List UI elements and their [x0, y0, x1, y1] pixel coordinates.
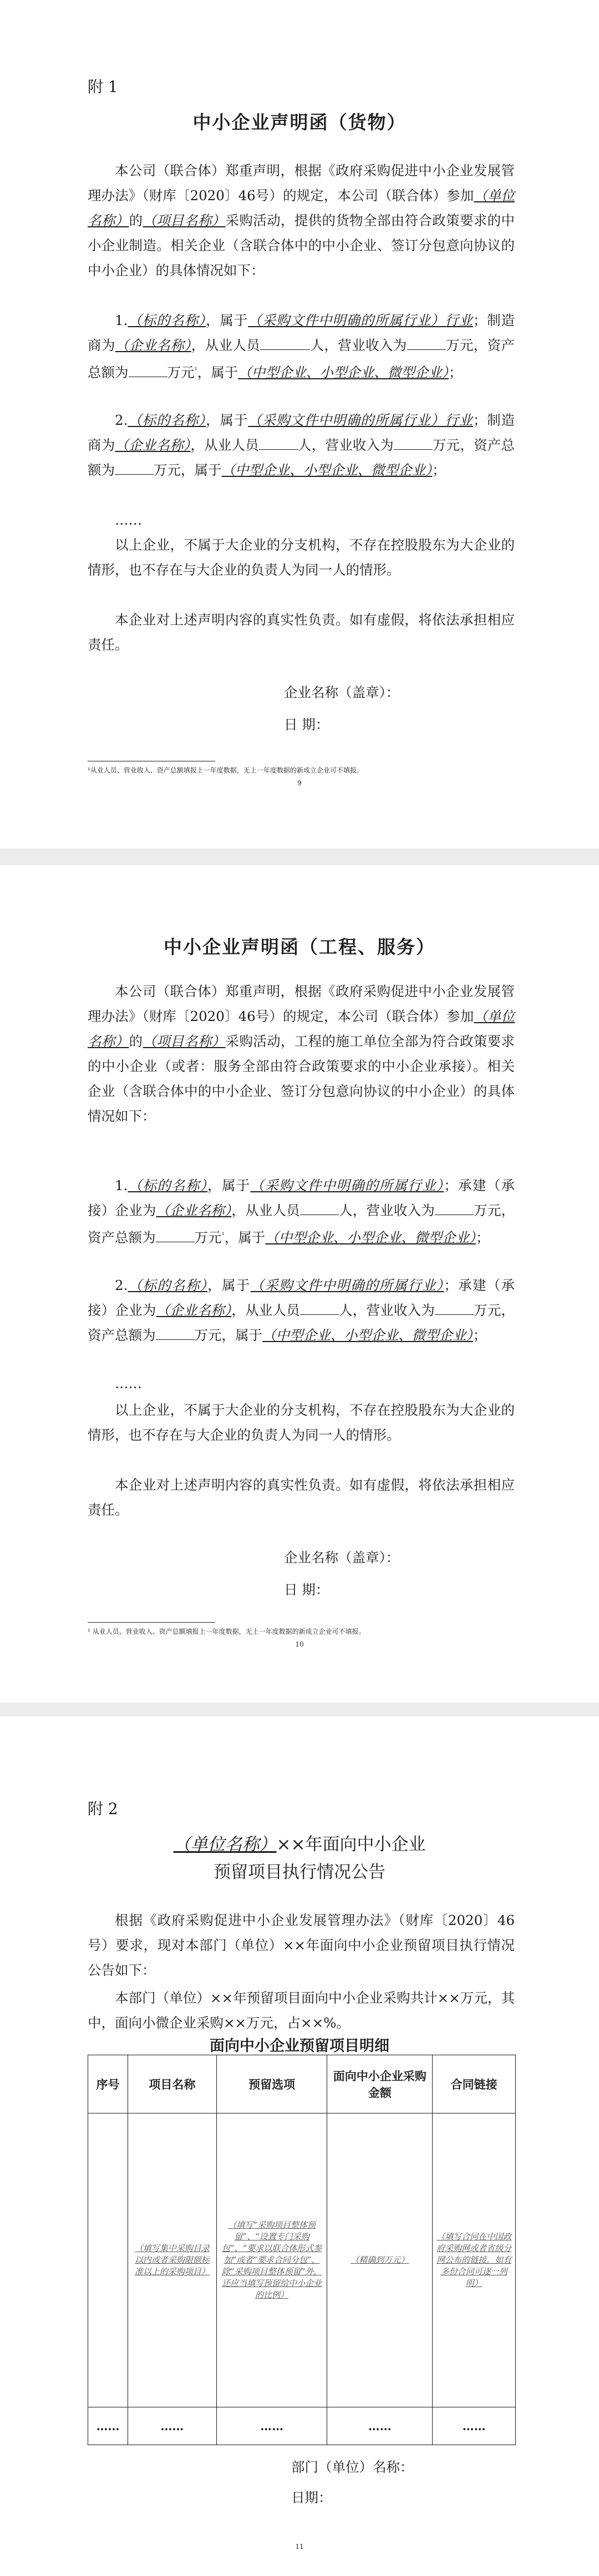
responsibility-paragraph: 本企业对上述声明内容的真实性负责。如有虚假，将依法承担相应责任。 [88, 1477, 515, 1518]
date-label: 日期： [291, 2489, 332, 2506]
table-row: （填写集中采购目录以内或者采购限额标准以上的采购项目） （填写“采购项目整体预留”、“设置专门采购包”、“要求以联合体形式参加”或者“要求合同分包”，除“采购项目整体预留”外，还应当填写预留给中小企业的比例） （精确到万元） （填写合同在中国政府采购网或者省级分网公布的链接，如有多份合同可逐一列明） [88, 2113, 516, 2407]
project-name-placeholder: （项目名称） [143, 212, 226, 228]
date-label: 日 期： [284, 1582, 329, 1598]
date-label: 日 期： [284, 717, 329, 733]
announcement-title: （单位名称）××年面向中小企业 [173, 1835, 426, 1854]
table-header-row [88, 2055, 516, 2113]
basis-paragraph: 根据《政府采购促进中小企业发展管理办法》（财库〔2020〕46号）要求，现对本部门（单位）××年面向中小企业预留项目执行情况公告如下： [88, 1912, 515, 1978]
enterprise-item-2: 2.（标的名称），属于（采购文件中明确的所属行业）行业；制造商为（企业名称），从业人员 人，营业收入为 万元，资产总额为 万元，属于（中型企业、小型企业、微型企业）； [88, 412, 515, 478]
enterprise-item-1: 1.（标的名称），属于（采购文件中明确的所属行业）；承建（承接）企业为（企业名称），从业人员 人，营业收入为 万元，资产总额为 万元$^{^1}$，属于（中型企业、小型企业、微型企业）； [88, 1177, 515, 1246]
declaration-paragraph: 本公司（联合体）郑重声明，根据《政府采购促进中小企业发展管理办法》（财库〔2020〕46号）的规定，本公司（联合体）参加（单位名称）的（项目名称）采购活动，提供的货物全部由符合政策要求的中小企业制造。相关企业（含联合体中的中小企业、签订分包意向协议的中小企业）的具体情况如下： [88, 162, 515, 278]
company-seal-label: 企业名称（盖章）： [284, 1549, 400, 1566]
enterprise-item-2: 2.（标的名称），属于（采购文件中明确的所属行业）；承建（承接）企业为（企业名称），从业人员 人，营业收入为 万元，资产总额为 万元，属于（中型企业、小型企业、微型企业）； [88, 1277, 515, 1343]
col-header-index: 序号 [88, 2055, 128, 2113]
page-title: 中小企业声明函（工程、服务） [164, 936, 435, 958]
unit-name-placeholder: （单位名称） [173, 1835, 277, 1854]
footnote: ¹从业人员、营业收入、资产总额填报上一年度数据，无上一年度数据的新成立企业可不填报。 [88, 766, 363, 774]
table-caption: 面向中小企业预留项目明细 [210, 2038, 389, 2055]
department-name-label: 部门（单位）名称： [291, 2459, 414, 2475]
ellipsis: …… [115, 512, 142, 528]
table-row: …… …… …… …… …… [88, 2407, 516, 2445]
page-title: 中小企业声明函（货物） [192, 111, 407, 133]
col-header-project-name: 项目名称 [128, 2055, 216, 2113]
document-page-1 [0, 0, 599, 848]
page-number: 9 [297, 779, 302, 787]
announcement-subtitle: 预留项目执行情况公告 [214, 1862, 385, 1882]
attachment-label: 附 1 [88, 78, 118, 96]
footnote: ¹ 从业人员、营业收入、资产总额填报上一年度数据，无上一年度数据的新成立企业可不填报。 [88, 1628, 366, 1635]
footnote-rule [88, 1622, 215, 1623]
col-header-contract-link: 合同链接 [433, 2055, 516, 2113]
ellipsis: …… [115, 1375, 142, 1391]
reserved-projects-table [88, 2055, 516, 2445]
page-number: 10 [295, 1640, 304, 1648]
page-number: 11 [295, 2543, 304, 2550]
declaration-paragraph: 本公司（联合体）郑重声明，根据《政府采购促进中小企业发展管理办法》（财库〔2020〕46号）的规定，本公司（联合体）参加（单位名称）的（项目名称）采购活动，工程的施工单位全部为符合政策要求的中小企业（或者：服务全部由符合政策要求的中小企业承接）。相关企业（含联合体中的中小企业、签订分包意向协议的中小企业）的具体情况如下： [88, 983, 515, 1124]
col-header-reserve-option: 预留选项 [216, 2055, 327, 2113]
non-affiliation-paragraph: 以上企业，不属于大企业的分支机构，不存在控股股东为大企业的情形，也不存在与大企业的负责人为同一人的情形。 [88, 537, 515, 578]
summary-paragraph: 本部门（单位）××年预留项目面向中小企业采购共计××万元，其中，面向小微企业采购××万元，占××%。 [88, 1990, 515, 2031]
col-header-amount: 面向中小企业采购金额 [327, 2055, 433, 2113]
document-page-3 [0, 1716, 599, 2576]
non-affiliation-paragraph: 以上企业，不属于大企业的分支机构，不存在控股股东为大企业的情形，也不存在与大企业的负责人为同一人的情形。 [88, 1402, 515, 1443]
responsibility-paragraph: 本企业对上述声明内容的真实性负责。如有虚假，将依法承担相应责任。 [88, 612, 515, 653]
attachment-label: 附 2 [88, 1800, 118, 1818]
enterprise-item-1: 1.（标的名称），属于（采购文件中明确的所属行业）行业；制造商为（企业名称），从业人员 人，营业收入为 万元，资产总额为 万元$^{^1}$，属于（中型企业、小型企业、微型企业）； [88, 312, 515, 381]
unit-name-placeholder: （单位名称） [88, 187, 515, 228]
document-page-2 [0, 865, 599, 1703]
company-seal-label: 企业名称（盖章）： [284, 684, 400, 700]
